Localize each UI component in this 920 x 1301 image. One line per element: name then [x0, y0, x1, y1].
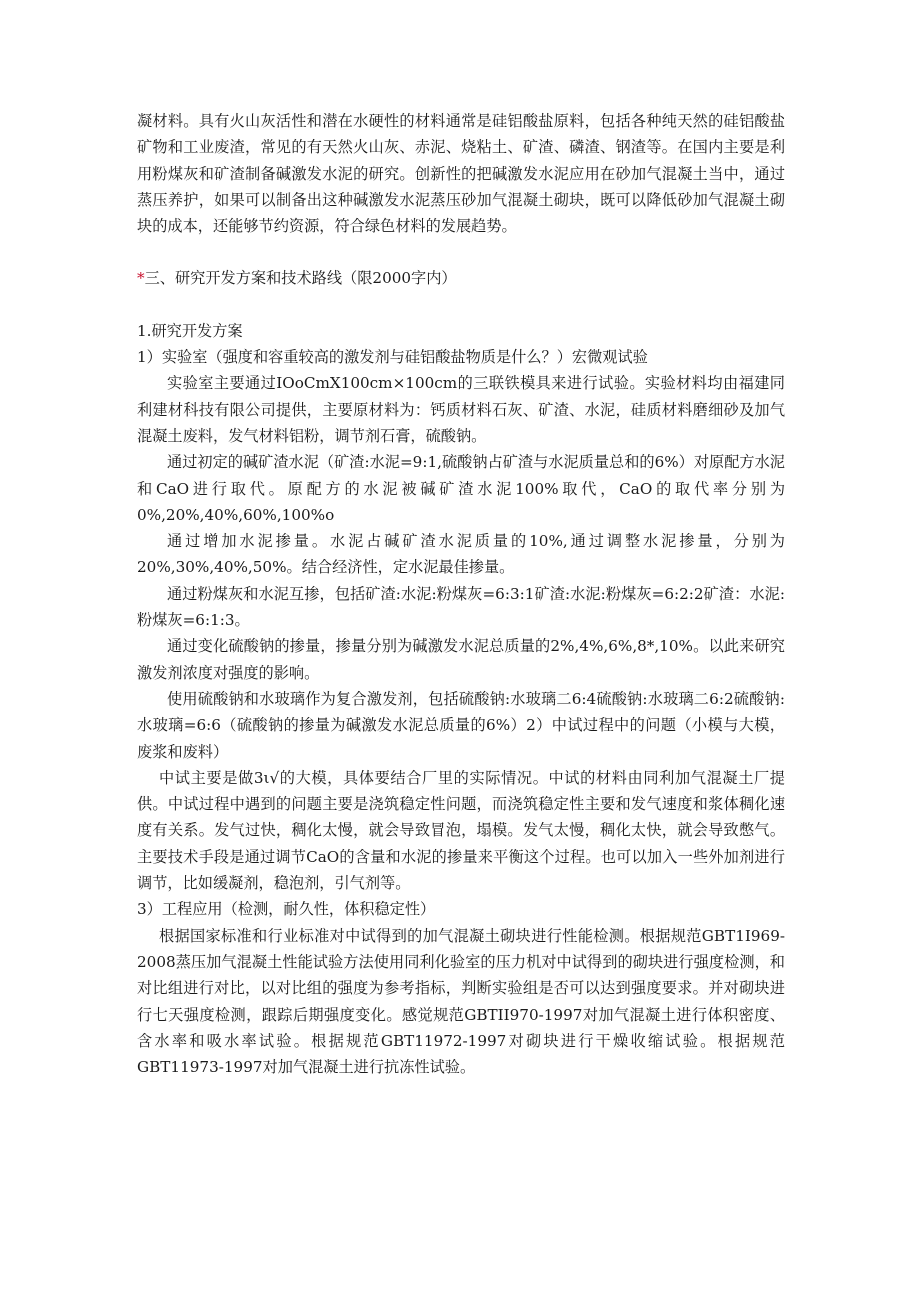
- paragraph-flyash-mix: 通过粉煤灰和水泥互掺，包括矿渣:水泥:粉煤灰=6:3:1矿渣:水泥:粉煤灰=6:2:2矿渣：水泥:粉煤灰=6:1:3。: [137, 584, 785, 630]
- document-page: [137, 108, 785, 1080]
- intro-paragraph: 凝材料。具有火山灰活性和潜在水硬性的材料通常是硅铝酸盐原料，包括各种纯天然的硅铝酸盐矿物和工业废渣，常见的有天然火山灰、赤泥、烧粘土、矿渣、磷渣、钢渣等。在国内主要是利用粉煤灰和矿渣制备碱激发水泥的研究。创新性的把碱激发水泥应用在砂加气混凝土当中，通过蒸压养护，如果可以制备出这种碱激发水泥蒸压砂加气混凝土砌块，既可以降低砂加气混凝土砌块的成本，还能够节约资源，符合绿色材料的发展趋势。: [137, 112, 785, 236]
- paragraph-pilot-test: 中试主要是做3ι√的大模，具体要结合厂里的实际情况。中试的材料由同利加气混凝土厂提供。中试过程中遇到的问题主要是浇筑稳定性问题，而浇筑稳定性主要和发气速度和浆体稠化速度有关系。发气过快，稠化太慢，就会导致冒泡，塌模。发气太慢，稠化太快，就会导致憋气。主要技术手段是通过调节CaO的含量和水泥的掺量来平衡这个过程。也可以加入一些外加剂进行调节，比如缓凝剂，稳泡剂，引气剂等。: [137, 768, 785, 893]
- paragraph-substitution: 通过初定的碱矿渣水泥（矿渣:水泥=9:1,硫酸钠占矿渣与水泥质量总和的6%）对原配方水泥和CaO进行取代。原配方的水泥被碱矿渣水泥100%取代，CaO的取代率分别为0%,20%,40%,60%,100%o: [137, 453, 785, 524]
- paragraph-lab-materials: 实验室主要通过IOoCmX100cm×100cm的三联铁模具来进行试验。实验材料均由福建同利建材科技有限公司提供，主要原材料为：钙质材料石灰、矿渣、水泥，硅质材料磨细砂及加气混凝土废料，发气材料铝粉，调节剂石膏，硫酸钠。: [137, 374, 785, 445]
- subheading-plan: 1.研究开发方案: [137, 321, 243, 340]
- section-heading: [137, 265, 785, 291]
- item-engineering-application: 3）工程应用（检测，耐久性，体积稳定性）: [137, 900, 436, 919]
- paragraph-standards-testing: 根据国家标准和行业标准对中试得到的加气混凝土砌块进行性能检测。根据规范GBT1I969-2008蒸压加气混凝土性能试验方法使用同利化验室的压力机对中试得到的砌块进行强度检测，和对比组进行对比，以对比组的强度为参考指标，判断实验组是否可以达到强度要求。并对砌块进行七天强度检测，跟踪后期强度变化。感觉规范GBTII970-1997对加气混凝土进行体积密度、含水率和吸水率试验。根据规范GBT11972-1997对砌块进行干燥收缩试验。根据规范GBT11973-1997对加气混凝土进行抗冻性试验。: [137, 926, 785, 1077]
- item-lab-test: 1）实验室（强度和容重较高的激发剂与硅铝酸盐物质是什么？）宏微观试验: [137, 348, 648, 367]
- section-heading-text: 三、研究开发方案和技术路线（限2000字内）: [144, 269, 457, 288]
- paragraph-sulfate-dosage: 通过变化硫酸钠的掺量，掺量分别为碱激发水泥总质量的2%,4%,6%,8*,10%。以此来研究激发剂浓度对强度的影响。: [137, 637, 785, 682]
- paragraph-cement-dosage: 通过增加水泥掺量。水泥占碱矿渣水泥质量的10%,通过调整水泥掺量，分别为20%,30%,40%,50%。结合经济性，定水泥最佳掺量。: [137, 532, 785, 577]
- paragraph-composite-activator: 使用硫酸钠和水玻璃作为复合激发剂，包括硫酸钠:水玻璃二6:4硫酸钠:水玻璃二6:2硫酸钠:水玻璃=6:6（硫酸钠的掺量为碱激发水泥总质量的6%）2）中试过程中的问题（小模与大模，废浆和废料）: [137, 689, 785, 761]
- red-asterisk-mark: *: [137, 269, 145, 288]
